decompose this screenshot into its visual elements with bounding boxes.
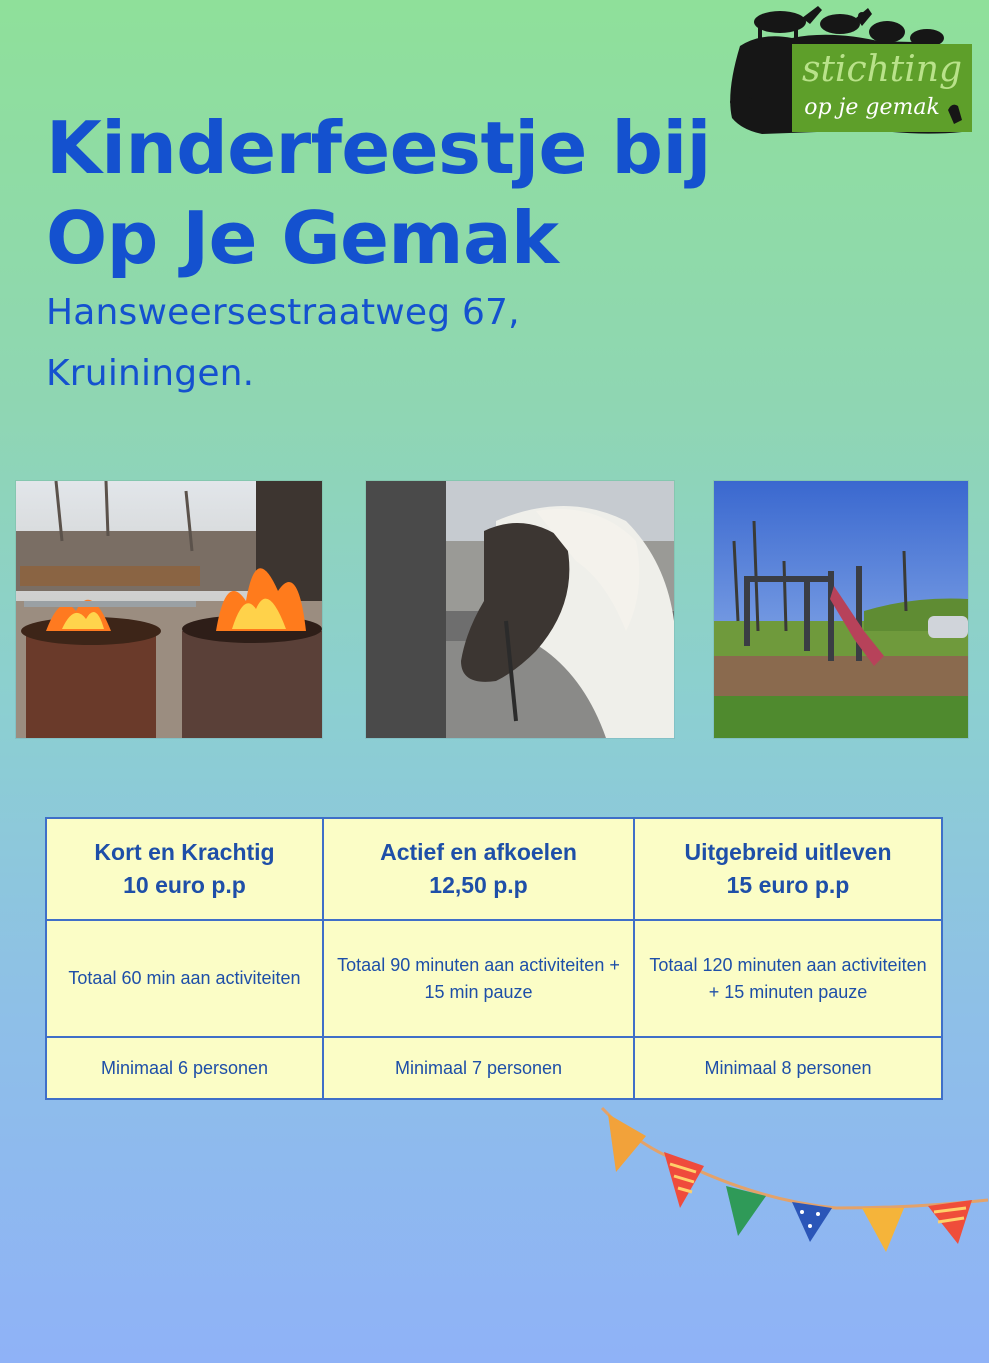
plan-header-row [46, 818, 942, 920]
address [46, 282, 520, 404]
plan-name: Kort en Krachtig [94, 839, 275, 865]
plan-minimum-row [46, 1037, 942, 1099]
plan-minimum: Minimaal 7 personen [323, 1037, 634, 1099]
plan-header-cell [323, 818, 634, 920]
address-street: Hansweersestraatweg 67, [46, 292, 520, 333]
plan-header-cell [634, 818, 942, 920]
plan-minimum: Minimaal 6 personen [46, 1037, 323, 1099]
pricing-table [45, 817, 943, 1100]
svg-text:op je gemak: op je gemak [804, 95, 940, 120]
address-town: Kruiningen. [46, 353, 255, 394]
plan-price: 10 euro p.p [123, 872, 246, 898]
plan-header-cell [46, 818, 323, 920]
title-line-1: Kinderfeestje bij [46, 106, 711, 190]
plan-minimum: Minimaal 8 personen [634, 1037, 942, 1099]
plan-price: 15 euro p.p [726, 872, 850, 898]
plan-name: Uitgebreid uitleven [684, 839, 892, 865]
title-line-2: Op Je Gemak [46, 196, 559, 280]
svg-text:stichting: stichting [801, 49, 963, 90]
plan-duration-row [46, 920, 942, 1037]
plan-name: Actief en afkoelen [380, 839, 577, 865]
bunting-decoration [596, 1104, 989, 1264]
plan-duration: Totaal 120 minuten aan activiteiten + 15 minuten pauze [634, 920, 942, 1037]
page-title [46, 103, 766, 283]
playground-photo [714, 481, 968, 738]
campfire-photo [16, 481, 322, 738]
plan-duration: Totaal 90 minuten aan activiteiten + 15 min pauze [323, 920, 634, 1037]
pony-photo [366, 481, 674, 738]
plan-duration: Totaal 60 min aan activiteiten [46, 920, 323, 1037]
plan-price: 12,50 p.p [429, 872, 528, 898]
